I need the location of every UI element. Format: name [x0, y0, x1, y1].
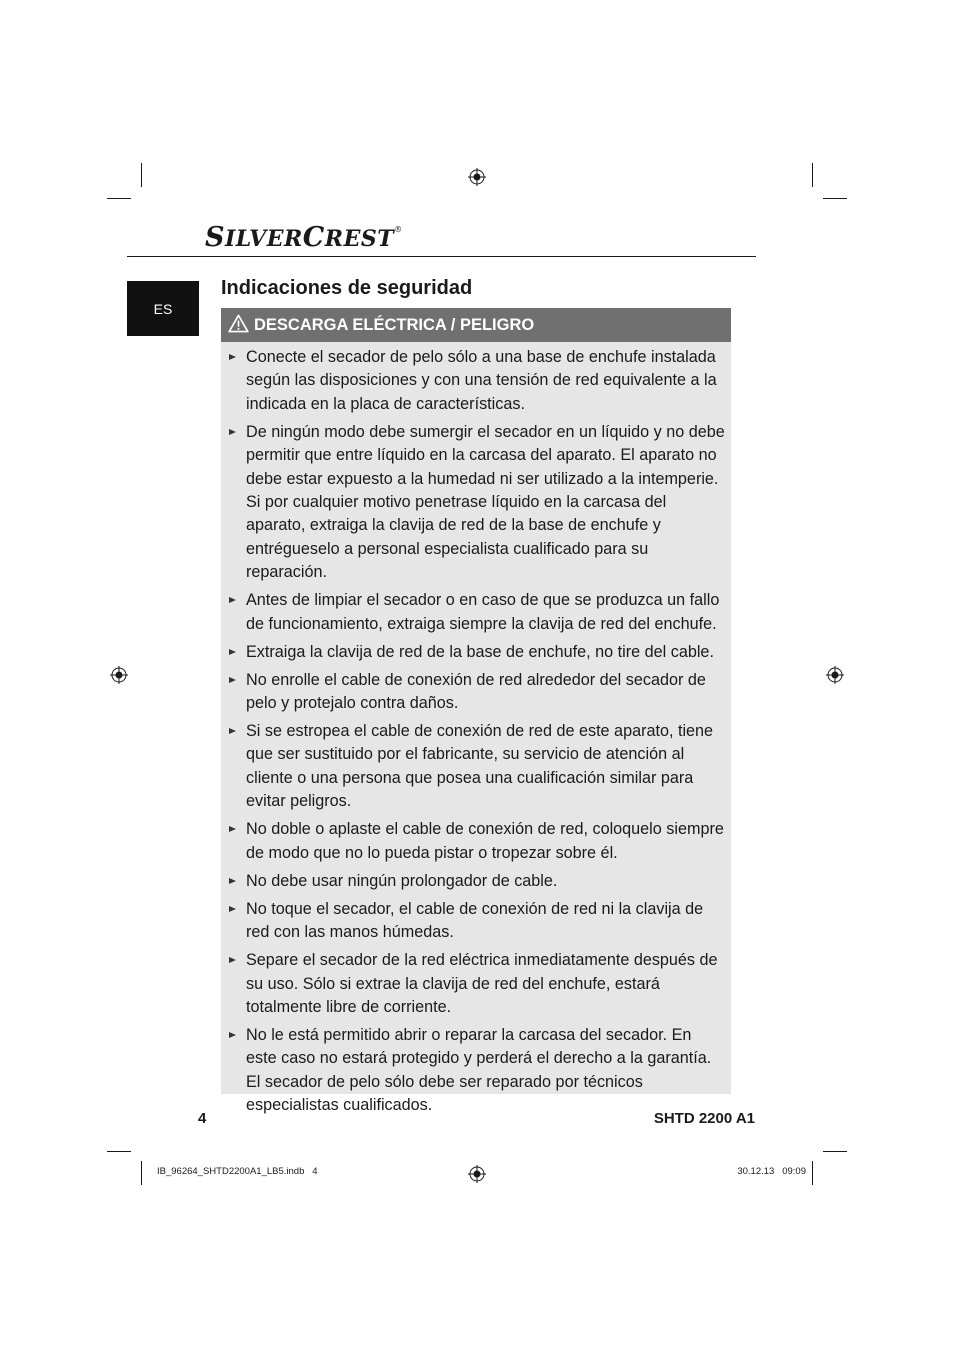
list-item: Antes de limpiar el secador o en caso de que se produzca un fallo de funcionamiento, extraiga siempre la clavija de red del enchufe.	[221, 589, 731, 636]
list-item: No le está permitido abrir o reparar la carcasa del secador. En este caso no estará protegido y perderá el derecho a la garantía. El secador de pelo sólo debe ser reparado por técnicos especialistas cualificados.	[221, 1024, 731, 1118]
list-item: De ningún modo debe sumergir el secador en un líquido y no debe permitir que entre líquido en la carcasa del aparato. El aparato no debe estar expuesto a la humedad ni ser utilizado a la intemperie. Si por cualquier motivo penetrase líquido en la carcasa del aparato, extraiga la clavija de red de la base de enchufe y entrégueselo a personal especialista cualificado para su reparación.	[221, 421, 731, 585]
registration-mark-icon	[468, 168, 486, 186]
warning-triangle-icon	[228, 314, 249, 333]
crop-mark	[141, 163, 142, 187]
safety-list	[221, 346, 731, 1122]
crop-mark	[812, 1161, 813, 1185]
registration-mark-icon	[110, 666, 128, 684]
language-tab: ES	[127, 281, 199, 336]
crop-mark	[823, 1151, 847, 1152]
bullet-arrow-icon	[229, 826, 236, 832]
bullet-arrow-icon	[229, 677, 236, 683]
list-item: No enrolle el cable de conexión de red alrededor del secador de pelo y protejalo contra daños.	[221, 669, 731, 716]
crop-mark	[107, 198, 131, 199]
bullet-arrow-icon	[229, 649, 236, 655]
list-item: No toque el secador, el cable de conexión de red ni la clavija de red con las manos húmedas.	[221, 898, 731, 945]
list-item: No debe usar ningún prolongador de cable.	[221, 870, 731, 893]
date-slug: 30.12.13 09:09	[737, 1166, 806, 1177]
warning-box	[221, 308, 731, 1115]
file-slug: IB_96264_SHTD2200A1_LB5.indb 4	[157, 1166, 318, 1177]
crop-mark	[141, 1161, 142, 1185]
bullet-arrow-icon	[229, 728, 236, 734]
model-number: SHTD 2200 A1	[653, 1110, 755, 1127]
list-item: Conecte el secador de pelo sólo a una base de enchufe instalada según las disposiciones y con una tensión de red equivalente a la indicada en la placa de características.	[221, 346, 731, 416]
registration-mark-icon	[826, 666, 844, 684]
crop-mark	[823, 198, 847, 199]
bullet-arrow-icon	[229, 1032, 236, 1038]
warning-header	[221, 308, 731, 342]
bullet-arrow-icon	[229, 957, 236, 963]
page-number: 4	[198, 1110, 207, 1127]
registration-mark-icon	[468, 1165, 486, 1183]
crop-mark	[812, 163, 813, 187]
bullet-arrow-icon	[229, 597, 236, 603]
bullet-arrow-icon	[229, 429, 236, 435]
brand-logo: SILVERCREST®	[205, 222, 403, 253]
list-item: Extraiga la clavija de red de la base de enchufe, no tire del cable.	[221, 641, 731, 664]
bullet-arrow-icon	[229, 878, 236, 884]
bullet-arrow-icon	[229, 354, 236, 360]
bullet-arrow-icon	[229, 906, 236, 912]
section-title: Indicaciones de seguridad	[221, 277, 473, 299]
list-item: No doble o aplaste el cable de conexión de red, coloquelo siempre de modo que no lo pueda pistar o tropezar sobre él.	[221, 818, 731, 865]
crop-mark	[107, 1151, 131, 1152]
list-item: Si se estropea el cable de conexión de red de este aparato, tiene que ser sustituido por el fabricante, su servicio de atención al cliente o una persona que posea una cualificación similar para evitar peligros.	[221, 720, 731, 814]
warning-heading: DESCARGA ELÉCTRICA / PELIGRO	[254, 315, 535, 334]
list-item: Separe el secador de la red eléctrica inmediatamente después de su uso. Sólo si extrae la clavija de red del enchufe, estará totalmente libre de corriente.	[221, 949, 731, 1019]
header-rule	[127, 256, 756, 257]
